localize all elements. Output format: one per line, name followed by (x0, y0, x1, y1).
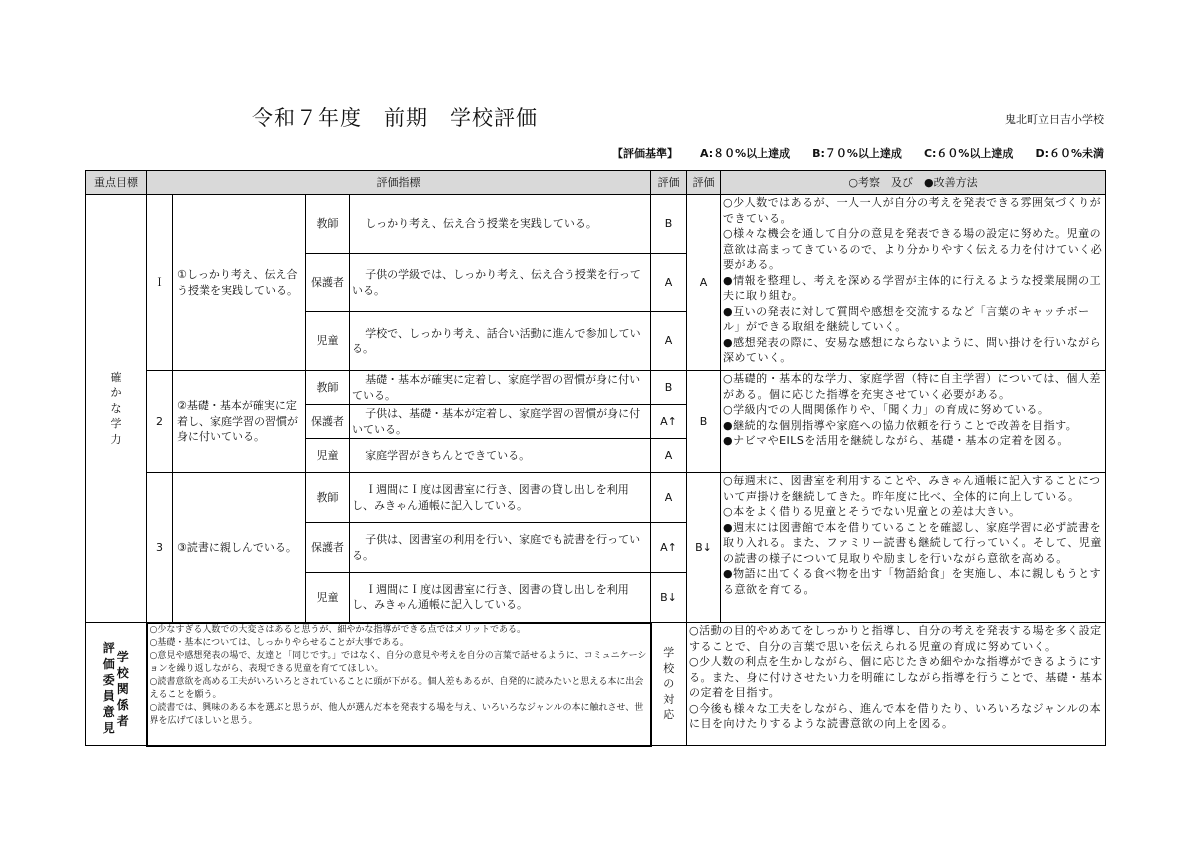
rating-value: B↓ (651, 573, 687, 623)
remarks-cell: ○基礎的・基本的な学力、家庭学習（特に自主学習）については、個人差がある。個に応じた指導を充実させていく必要がある。 ○学級内での人間関係作りや、「聞く力」の育成に努めている。 ●継続的な個別指導や家庭への協力依頼を行うことで改善を目指す。 ●ナビマやEILSを活用を継続しながら、基礎・基本の定着を図る。 (721, 371, 1106, 473)
item-text: Ｉ週間にＩ度は図書室に行き、図書の貸し出しを利用し、みきゃん通帳に記入している。 (350, 573, 651, 623)
item-text: 子供は、基礎・基本が定着し、家庭学習の習慣が身に付いている。 (350, 405, 651, 439)
page-title: 令和７年度 前期 学校評価 (252, 106, 538, 130)
committee-row (86, 623, 1106, 746)
rating-value: B (651, 371, 687, 405)
school-responses: ○活動の目的やめあてをしっかりと指導し、自分の考えを発表する場を多く設定することで、自分の言葉で思いを伝えられる児童の育成に努めていく。 ○少人数の利点を生かしながら、個に応じたきめ細やかな指導ができるようにする。また、身に付けさせたい力を明確にしながら指導を行うことで、基礎・基本の定着を目指す。 ○今後も様々な工夫をしながら、進んで本を借りたり、いろいろなジャンルの本に目を向けたりするような読書意欲の向上を図る。 (687, 623, 1106, 746)
remarks-cell: ○毎週末に、図書室を利用することや、みきゃん通帳に記入することについて声掛けを継続してきた。昨年度に比べ、全体的に向上している。 ○本をよく借りる児童とそうでない児童との差は大きい。 ●週末には図書館で本を借りていることを確認し、家庭学習に必ず読書を取り入れる。また、ファミリー読書も継続して行っていく。そして、児童の読書の様子について見取りや励ましを行いながら意欲を高める。 ●物語に出てくる食べ物を出す「物語給食」を実施し、本に親しもうとする意欲を育てる。 (721, 473, 1106, 623)
remarks-cell: ○少人数ではあるが、一人一人が自分の考えを発表できる雰囲気づくりができている。 ○様々な機会を通して自分の意見を発表できる場の設定に努めた。児童の意欲は高まってきているので、より分かりやすく伝える力を付けていく必要がある。 ●情報を整理し、考えを深める学習が主体的に行えるような授業展開の工夫に取り組む。 ●互いの発表に対して質問や感想を交流するなど「言葉のキャッチボール」ができる取組を継続していく。 ●感想発表の際に、安易な感想にならないように、問い掛けを行いながら深めていく。 (721, 195, 1106, 371)
school-name: 鬼北町立日吉小学校 (1005, 113, 1104, 126)
respondent-label: 児童 (306, 573, 350, 623)
committee-opinions: ○少なすぎる人数での大変さはあると思うが、細やかな指導ができる点ではメリットである。 ○基礎・基本については、しっかりやらせることが大事である。 ○意見や感想発表の場で、友達と「同じです。」ではなく、自分の意見や考えを自分の言葉で話せるように、コミュニケーションを繰り返しながら、表現できる児童を育ててほしい。 ○読書意欲を高める工夫がいろいろとされていることに頭が下がる。個人差もあるが、自発的に読みたいと思える本に出会えることを願う。 ○読書では、興味のある本を選ぶと思うが、他人が選んだ本を発表する場を与え、いろいろなジャンルの本に触れさせ、世界を広げてほしいと思う。 (147, 623, 651, 746)
overall-rating: A (687, 195, 721, 371)
header-indicator: 評価指標 (147, 171, 651, 195)
school-response-label: 学 校 の 対 応 (651, 623, 687, 746)
criteria-d: D:６０%未満 (1035, 147, 1104, 160)
header-rating: 評価 (651, 171, 687, 195)
item-text: しっかり考え、伝え合う授業を実践している。 (350, 195, 651, 254)
header-overall-rating: 評価 (687, 171, 721, 195)
table-header-row (86, 171, 1106, 195)
criteria-a: A:８０%以上達成 (699, 147, 791, 160)
respondent-label: 教師 (306, 473, 350, 523)
respondent-label: 保護者 (306, 254, 350, 312)
overall-rating: B↓ (687, 473, 721, 623)
group-number: 2 (147, 371, 173, 473)
item-text: 家庭学習がきちんとできている。 (350, 439, 651, 473)
committee-label: 評 価 委 員 意 見 学 校 関 係 者 (86, 623, 147, 746)
focus-goal-cell: 確 か な 学 力 (86, 195, 147, 623)
evaluation-criteria (612, 145, 1104, 161)
header-remarks: ○考察 及び ●改善方法 (721, 171, 1106, 195)
item-text: 基礎・基本が確実に定着し、家庭学習の習慣が身に付いている。 (350, 371, 651, 405)
respondent-label: 児童 (306, 439, 350, 473)
criteria-c: C:６０%以上達成 (923, 147, 1014, 160)
rating-value: A↑ (651, 405, 687, 439)
rating-value: A (651, 473, 687, 523)
item-text: Ｉ週間にＩ度は図書室に行き、図書の貸し出しを利用し、みきゃん通帳に記入している。 (350, 473, 651, 523)
rating-value: B (651, 195, 687, 254)
rating-value: A (651, 254, 687, 312)
respondent-label: 保護者 (306, 523, 350, 573)
group-number: Ｉ (147, 195, 173, 371)
table-row (86, 473, 1106, 523)
item-text: 子供は、図書室の利用を行い、家庭でも読書を行っている。 (350, 523, 651, 573)
respondent-label: 児童 (306, 312, 350, 371)
overall-rating: B (687, 371, 721, 473)
indicator-text: ③読書に親しんでいる。 (173, 473, 306, 623)
indicator-text: ②基礎・基本が確実に定着し、家庭学習の習慣が身に付いている。 (173, 371, 306, 473)
group-number: 3 (147, 473, 173, 623)
criteria-label: 【評価基準】 (611, 147, 678, 160)
item-text: 子供の学級では、しっかり考え、伝え合う授業を行っている。 (350, 254, 651, 312)
rating-value: A (651, 439, 687, 473)
criteria-b: B:７０%以上達成 (812, 147, 902, 160)
table-row (86, 371, 1106, 405)
rating-value: A (651, 312, 687, 371)
header-focus-goal: 重点目標 (86, 171, 147, 195)
rating-value: A↑ (651, 523, 687, 573)
indicator-text: ①しっかり考え、伝え合う授業を実践している。 (173, 195, 306, 371)
table-row (86, 195, 1106, 254)
respondent-label: 教師 (306, 195, 350, 254)
item-text: 学校で、しっかり考え、話合い活動に進んで参加している。 (350, 312, 651, 371)
respondent-label: 教師 (306, 371, 350, 405)
respondent-label: 保護者 (306, 405, 350, 439)
evaluation-table (85, 170, 1106, 747)
